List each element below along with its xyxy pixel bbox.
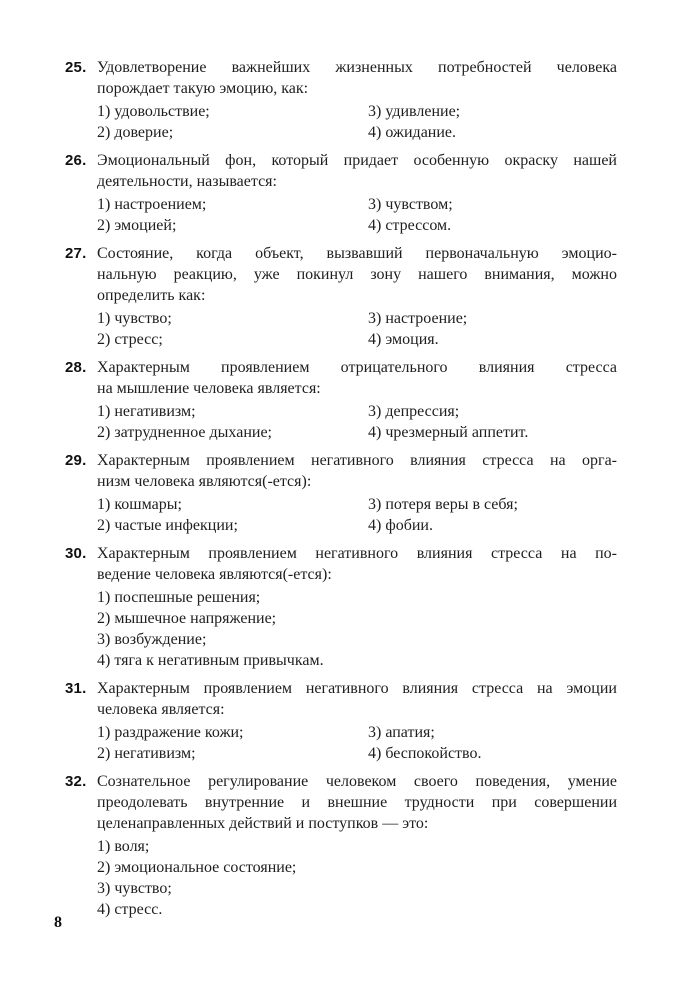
question-text-line: низм человека являются(-ется): xyxy=(97,473,312,490)
answer-option: 2) частые инфекции; xyxy=(97,517,238,534)
answer-option: 3) апатия; xyxy=(368,724,435,741)
options-column-right xyxy=(368,308,617,350)
options-column-right xyxy=(368,401,617,443)
answer-option: 1) негативизм; xyxy=(97,403,196,420)
answer-option: 1) настроением; xyxy=(97,196,207,213)
question-number: 26. xyxy=(65,152,87,169)
question-body xyxy=(97,243,617,350)
question-options xyxy=(97,836,617,920)
question-body xyxy=(97,543,617,671)
question-text-line: деятельности, называется: xyxy=(97,173,277,190)
question-item xyxy=(65,450,617,536)
answer-option: 4) беспокойство. xyxy=(368,745,482,762)
question-item xyxy=(65,678,617,764)
options-column-right xyxy=(368,101,617,143)
question-text-line: Характерным проявлением негативного влияния стресса на по- xyxy=(97,545,617,562)
question-text-line: Эмоциональный фон, который придает особенную окраску нашей xyxy=(97,152,617,169)
options-column-right xyxy=(368,494,617,536)
answer-option: 4) стрессом. xyxy=(368,217,452,234)
question-number: 28. xyxy=(65,359,87,376)
question-item xyxy=(65,357,617,443)
answer-option: 1) воля; xyxy=(97,838,150,855)
question-options xyxy=(97,194,617,236)
question-options xyxy=(97,722,617,764)
question-options xyxy=(97,101,617,143)
question-body xyxy=(97,150,617,236)
question-text-line: Характерным проявлением негативного влияния стресса на орга- xyxy=(97,452,617,469)
question-body xyxy=(97,771,617,920)
answer-option: 4) чрезмерный аппетит. xyxy=(368,424,529,441)
answer-option: 4) эмоция. xyxy=(368,331,439,348)
options-column-right xyxy=(368,722,617,764)
question-text xyxy=(97,543,617,585)
question-number: 32. xyxy=(65,773,87,790)
question-options xyxy=(97,308,617,350)
answer-option: 3) чувством; xyxy=(368,196,453,213)
answer-option: 1) чувство; xyxy=(97,310,172,327)
answer-option: 4) тяга к негативным привычкам. xyxy=(97,652,324,669)
question-text-line: ведение человека являются(-ется): xyxy=(97,566,332,583)
question-text-line: Характерным проявлением негативного влияния стресса на эмоции xyxy=(97,680,617,697)
question-number: 25. xyxy=(65,59,87,76)
question-text-line: целенаправленных действий и поступков — это: xyxy=(97,815,429,832)
question-body xyxy=(97,678,617,764)
question-text xyxy=(97,150,617,192)
answer-option: 2) эмоциональное состояние; xyxy=(97,859,297,876)
options-column-left xyxy=(97,722,368,764)
question-text-line: порождает такую эмоцию, как: xyxy=(97,80,309,97)
question-text xyxy=(97,771,617,834)
answer-option: 1) кошмары; xyxy=(97,496,182,513)
question-text-line: определить как: xyxy=(97,287,206,304)
question-options xyxy=(97,401,617,443)
answer-option: 4) ожидание. xyxy=(368,124,457,141)
answer-option: 3) настроение; xyxy=(368,310,468,327)
page-number: 8 xyxy=(54,914,62,931)
question-text xyxy=(97,678,617,720)
question-text-line: Характерным проявлением отрицательного влияния стресса xyxy=(97,359,617,376)
question-item xyxy=(65,543,617,671)
answer-option: 2) доверие; xyxy=(97,124,174,141)
question-text-line: Сознательное регулирование человеком своего поведения, умение xyxy=(97,773,617,790)
question-item xyxy=(65,771,617,920)
question-item xyxy=(65,243,617,350)
answer-option: 4) фобии. xyxy=(368,517,433,534)
answer-option: 1) раздражение кожи; xyxy=(97,724,244,741)
answer-option: 2) стресс; xyxy=(97,331,163,348)
question-text xyxy=(97,243,617,306)
question-body xyxy=(97,57,617,143)
question-text-line: преодолевать внутренние и внешние трудности при совершении xyxy=(97,794,617,811)
question-text xyxy=(97,357,617,399)
answer-option: 4) стресс. xyxy=(97,901,163,918)
answer-option: 2) мышечное напряжение; xyxy=(97,610,277,627)
answer-option: 2) негативизм; xyxy=(97,745,196,762)
question-number: 29. xyxy=(65,452,87,469)
question-text-line: человека является: xyxy=(97,701,225,718)
answer-option: 3) чувство; xyxy=(97,880,172,897)
answer-option: 3) потеря веры в себя; xyxy=(368,496,518,513)
options-column-left xyxy=(97,194,368,236)
question-text-line: на мышление человека является: xyxy=(97,380,321,397)
options-column-right xyxy=(368,194,617,236)
options-column-left xyxy=(97,401,368,443)
answer-option: 2) затрудненное дыхание; xyxy=(97,424,272,441)
question-text-line: Состояние, когда объект, вызвавший первоначальную эмоцио- xyxy=(97,245,617,262)
question-number: 27. xyxy=(65,245,87,262)
question-text xyxy=(97,450,617,492)
question-number: 30. xyxy=(65,545,87,562)
options-column-left xyxy=(97,101,368,143)
options-column-left xyxy=(97,308,368,350)
answer-option: 3) возбуждение; xyxy=(97,631,207,648)
question-number: 31. xyxy=(65,680,87,697)
question-body xyxy=(97,450,617,536)
answer-option: 2) эмоцией; xyxy=(97,217,177,234)
answer-option: 1) удовольствие; xyxy=(97,103,210,120)
question-text xyxy=(97,57,617,99)
question-text-line: нальную реакцию, уже покинул зону нашего внимания, можно xyxy=(97,266,617,283)
answer-option: 3) депрессия; xyxy=(368,403,460,420)
question-options xyxy=(97,587,617,671)
question-item xyxy=(65,150,617,236)
question-text-line: Удовлетворение важнейших жизненных потребностей человека xyxy=(97,59,617,76)
question-options xyxy=(97,494,617,536)
question-body xyxy=(97,357,617,443)
answer-option: 3) удивление; xyxy=(368,103,461,120)
options-column-left xyxy=(97,494,368,536)
answer-option: 1) поспешные решения; xyxy=(97,589,261,606)
question-item xyxy=(65,57,617,143)
question-list xyxy=(65,57,617,927)
